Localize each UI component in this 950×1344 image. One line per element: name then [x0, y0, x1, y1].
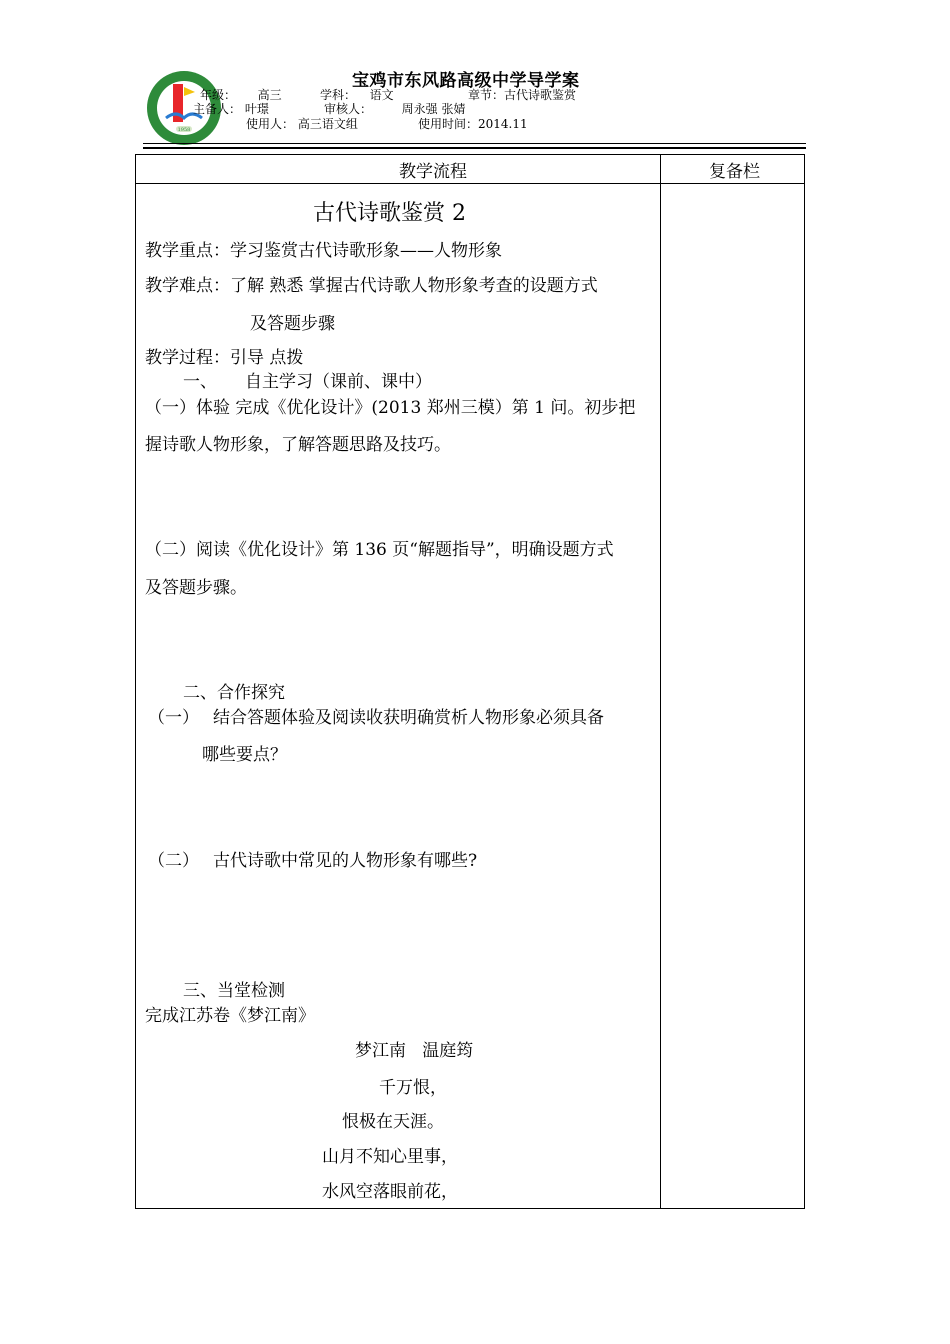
section-2-item-2-number: （二） — [148, 851, 199, 871]
grade-label: 年级： — [200, 88, 237, 102]
grade-value: 高三 — [257, 88, 282, 102]
poem-line: 水风空落眼前花， — [322, 1182, 458, 1202]
chapter-value: 古代诗歌鉴赏 — [504, 88, 577, 102]
column-header-flow: 教学流程 — [399, 162, 467, 182]
date-value: 2014.11 — [478, 117, 528, 131]
user-value: 高三语文组 — [297, 117, 358, 131]
reviewer-label: 审核人： — [324, 102, 373, 116]
table-header-divider — [135, 183, 805, 184]
date-label: 使用时间： — [418, 117, 479, 131]
lesson-title: 古代诗歌鉴赏 2 — [313, 201, 466, 226]
section-1-item-2-cont: 及答题步骤。 — [145, 578, 247, 598]
section-2-item-1-number: （一） — [148, 708, 199, 728]
teaching-focus: 教学重点：学习鉴赏古代诗歌形象——人物形象 — [145, 241, 502, 261]
date-field — [418, 117, 528, 131]
reviewer-field — [324, 102, 466, 116]
section-2-item-1-cont: 哪些要点？ — [202, 745, 287, 765]
poem-title: 梦江南 温庭筠 — [355, 1041, 474, 1061]
section-2-item-2: 古代诗歌中常见的人物形象有哪些? — [213, 851, 478, 871]
teaching-difficulty-cont: 及答题步骤 — [250, 314, 335, 334]
section-1-item-1: （一）体验 完成《优化设计》(2013 郑州三模）第 1 问。初步把 — [145, 398, 636, 418]
author-value: 叶璟 — [244, 102, 269, 116]
subject-value: 语文 — [369, 88, 394, 102]
section-1-number: 一、 — [183, 372, 217, 392]
column-header-notes: 复备栏 — [709, 162, 760, 182]
subject-field — [320, 88, 394, 102]
poem-line: 山月不知心里事， — [322, 1147, 458, 1167]
user-field — [246, 117, 358, 131]
header-rule-thick — [143, 147, 806, 149]
chapter-field — [468, 88, 576, 102]
section-3-task: 完成江苏卷《梦江南》 — [145, 1006, 315, 1026]
section-3-title: 三、当堂检测 — [183, 981, 285, 1001]
author-label: 主备人： — [193, 102, 242, 116]
teaching-process: 教学过程：引导 点拨 — [145, 348, 304, 368]
header-rule-thin — [143, 143, 806, 144]
section-1-title: 自主学习（课前、课中） — [245, 372, 432, 392]
poem-line: 恨极在天涯。 — [342, 1112, 444, 1132]
reviewer-value: 周永强 张婧 — [401, 102, 466, 116]
school-name: 宝鸡市东风路高级中学导学案 — [352, 71, 580, 91]
svg-text:1958: 1958 — [177, 127, 191, 133]
section-1-item-1-cont: 握诗歌人物形象，了解答题思路及技巧。 — [145, 435, 451, 455]
section-2-title: 二、合作探究 — [183, 683, 285, 703]
teaching-difficulty: 教学难点：了解 熟悉 掌握古代诗歌人物形象考查的设题方式 — [145, 276, 598, 296]
poem-line: 千万恨， — [379, 1078, 447, 1098]
section-1-item-2: （二）阅读《优化设计》第 136 页“解题指导”，明确设题方式 — [145, 540, 614, 560]
subject-label: 学科： — [320, 88, 357, 102]
chapter-label: 章节： — [468, 88, 505, 102]
author-field — [193, 102, 269, 116]
user-label: 使用人： — [246, 117, 295, 131]
section-2-item-1: 结合答题体验及阅读收获明确赏析人物形象必须具备 — [213, 708, 604, 728]
grade-field — [200, 88, 282, 102]
table-column-divider — [660, 154, 661, 1209]
